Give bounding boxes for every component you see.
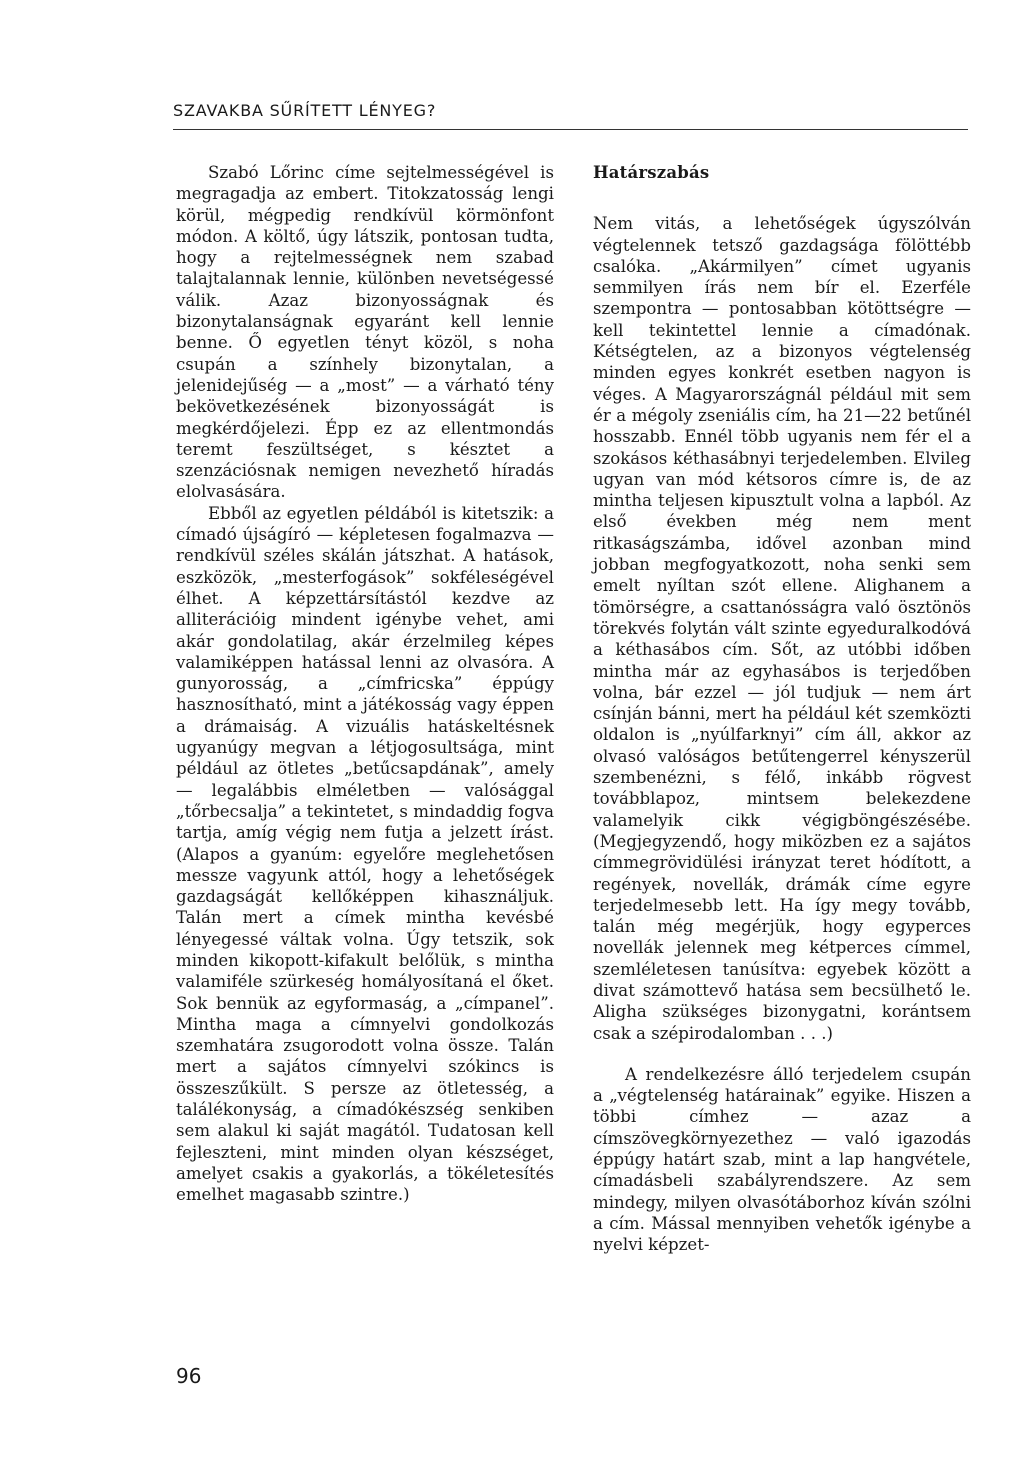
right-paragraph-2: A rendelkezésre álló terjedelem csupán a „végtelenség határainak” egyike. Hiszen a többi címhez — azaz a címszövegkörnyezethez — való igazodás éppúgy határt szab, mint a lap hangvétele, címadásbeli szabályrendszere. Az sem mindegy, milyen olvasótáborhoz kíván szólni a cím. Mással mennyiben vehetők igénybe a nyelvi képzet-: [593, 1064, 971, 1255]
left-column: [176, 162, 554, 1206]
section-title: Határszabás: [593, 163, 710, 182]
paragraph-gap: [593, 1044, 971, 1064]
page-number: 96: [176, 1364, 202, 1388]
right-paragraph-1: Nem vitás, a lehetőségek úgyszólván végtelennek tetsző gazdagsága fölöttébb csalóka. „Akármilyen” címet ugyanis semmilyen írás nem bír el. Ezerféle szempontra — pontosabban kötöttségre — kell tekintettel lennie a címadónak. Kétségtelen, az a bizonyos végtelenség minden egyes konkrét esetben nagyon is véges. A Magyarországnál például mit sem ér a mégoly zseniális cím, ha 21—22 betűnél hosszabb. Ennél több ugyanis nem fér el a szokásos kéthasábnyi terjedelemben. Elvileg ugyan van mód kétsoros címre is, de az mintha teljesen kipusztult volna a lapból. Az első években még nem ment ritkaságszámba, idővel azonban mind jobban megfogyatkozott, noha senki sem emelt nyíltan szót ellene. Alighanem a tömörségre, a csattanósságra való ösztönös törekvés folytán vált szinte egyeduralkodóvá a kéthasábos cím. Sőt, az utóbbi időben mintha már az egyhasábos is terjedőben volna, bár ezzel — jól tudjuk — nem árt csínján bánni, mert ha például két szemközti oldalon is „nyúlfarknyi” cím áll, akkor az olvasó valóságos betűtengerrel kényszerül szembenézni, s félő, inkább rögvest továbblapoz, mintsem belekezdene valamelyik cikk végigböngészésébe. (Megjegyzendő, hogy miközben ez a sajátos címmegrövidülési irányzat teret hódított, a regények, novellák, drámák címe egyre terjedelmesebb lett. Ha így megy tovább, talán még megérjük, hogy egyperces novellák jelennek meg kétperces címmel, szemléletesen tanúsítva: egyebek között a divat számottevő hatása sem becsülhető le. Aligha szükséges bizonygatni, korántsem csak a szépirodalomban . . .): [593, 214, 971, 1043]
left-paragraph-2: Ebből az egyetlen példából is kitetszik: a címadó újságíró — képletesen fogalmazva — rendkívül széles skálán játszhat. A hatások, eszközök, „mesterfogások” sokféleségével élhet. A képzettársítástól kezdve az alliterációig mindent igénybe vehet, ami akár gondolatilag, akár érzelmileg képes valamiképpen hatással lenni az olvasóra. A gunyorosság, a „címfricska” éppúgy hasznosítható, mint a játékosság vagy éppen a drámaiság. A vizuális hatáskeltésnek ugyanúgy megvan a létjogosultsága, mint például az ötletes „betűcsapdának”, amely — legalábbis elméletben — valósággal „tőrbecsalja” a tekintetet, s mindaddig fogva tartja, amíg végig nem futja a jelzett írást. (Alapos a gyanúm: egyelőre meglehetősen messze vagyunk attól, hogy a lehetőségek gazdagságát kellőképpen kihasználjuk. Talán mert a címek mintha kevésbé lényegessé váltak volna. Úgy tetszik, sok minden kikopott-kifakult belőlük, s mintha valamiféle szürkeség homályosítaná el őket. Sok bennük az egyformaság, a „címpanel”. Mintha maga a címnyelvi gondolkozás szemhatára zsugorodott volna össze. Talán mert a sajátos címnyelvi szókincs is összeszűkült. S persze az ötletesség, a találékonyság, a címadókészség senkiben sem alakul ki saját magától. Tudatosan kell fejleszteni, mint minden olyan készséget, amelyet csakis a gyakorlás, a tökéletesítés emelhet magasabb szintre.): [176, 503, 554, 1205]
left-paragraph-1: Szabó Lőrinc címe sejtelmességével is megragadja az embert. Titokzatosság lengi körül, mégpedig rendkívül körmönfont módon. A költő, úgy látszik, pontosan tudta, hogy a rejtelmességnek nem szabad talajtalannak lennie, különben nevetségessé válik. Azaz bizonyosságnak és bizonytalanságnak egyaránt kell lennie benne. Ő egyetlen tényt közöl, s noha csupán a színhely bizonytalan, a jelenidejűség — a „most” — a várható tény bekövetkezésének bizonyosságát is megkérdőjelezi. Épp ez az ellentmondás teremt feszültséget, s késztet a szenzációsnak nemigen nevezhető híradás elolvasására.: [176, 163, 554, 502]
header-rule: [173, 129, 968, 130]
right-column: [593, 162, 971, 1256]
running-head: SZAVAKBA SŰRÍTETT LÉNYEG?: [173, 101, 437, 120]
